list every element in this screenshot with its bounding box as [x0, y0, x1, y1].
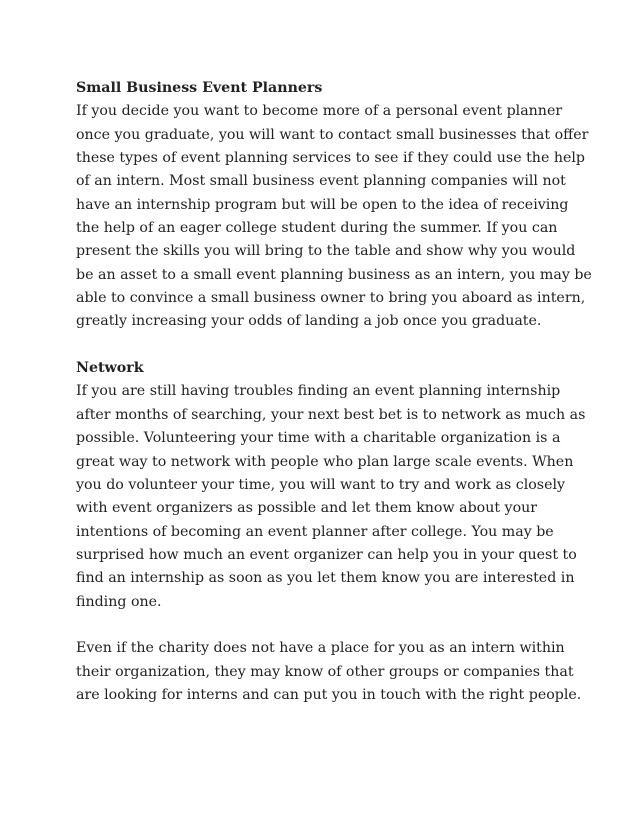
document-body [76, 77, 592, 707]
text-line: finding one. [76, 593, 162, 610]
text-line: possible. Volunteering your time with a charitable organization is a [76, 430, 561, 447]
text-line: these types of event planning services to see if they could use the help [76, 150, 585, 167]
paragraph [76, 100, 592, 333]
text-line: Even if the charity does not have a place for you as an intern within [76, 640, 565, 657]
section-heading: Small Business Event Planners [76, 80, 323, 96]
text-line: intentions of becoming an event planner after college. You may be [76, 523, 554, 540]
text-line: their organization, they may know of other groups or companies that [76, 663, 574, 680]
text-line: find an internship as soon as you let them know you are interested in [76, 570, 575, 587]
text-line: the help of an eager college student during the summer. If you can [76, 220, 558, 237]
text-line: If you decide you want to become more of a personal event planner [76, 103, 563, 120]
text-line: be an asset to a small event planning business as an intern, you may be [76, 266, 592, 283]
text-line: If you are still having troubles finding an event planning internship [76, 383, 561, 400]
section-small-business [76, 77, 592, 334]
section-network [76, 357, 586, 707]
text-line: with event organizers as possible and let them know about your [76, 500, 538, 517]
text-line: once you graduate, you will want to contact small businesses that offer [76, 126, 589, 143]
paragraph-gap [76, 614, 576, 637]
text-line: able to convince a small business owner to bring you aboard as intern, [76, 290, 586, 307]
paragraph-gap [76, 334, 576, 357]
section-heading: Network [76, 360, 144, 377]
text-line: after months of searching, your next best bet is to network as much as [76, 406, 586, 423]
text-line: surprised how much an event organizer can help you in your quest to [76, 546, 577, 563]
text-line: are looking for interns and can put you in touch with the right people. [76, 686, 582, 703]
text-line: you do volunteer your time, you will want to try and work as closely [76, 476, 566, 493]
text-line: greatly increasing your odds of landing a job once you graduate. [76, 313, 542, 330]
text-line: present the skills you will bring to the table and show why you would [76, 243, 576, 260]
paragraph [76, 380, 586, 613]
text-line: of an intern. Most small business event planning companies will not [76, 173, 566, 190]
paragraph [76, 637, 582, 707]
text-line: have an internship program but will be open to the idea of receiving [76, 196, 569, 213]
text-line: great way to network with people who plan large scale events. When [76, 453, 574, 470]
